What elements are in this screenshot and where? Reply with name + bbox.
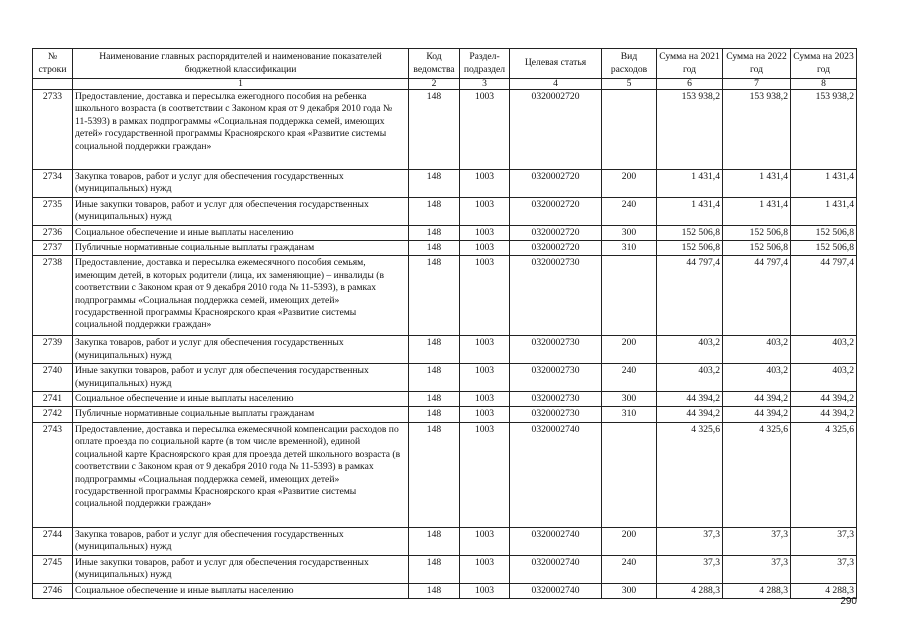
row-target: 0320002730: [510, 407, 602, 422]
row-exp-type: 240: [602, 555, 657, 583]
page-number: 290: [840, 596, 857, 607]
row-sum-2023: 37,3: [791, 555, 857, 583]
column-number: 2: [409, 79, 460, 90]
row-dept-code: 148: [409, 583, 460, 598]
row-name: Закупка товаров, работ и услуг для обеспечения государственных (муниципальных) нужд: [73, 336, 409, 364]
row-sum-2022: 44 394,2: [723, 392, 791, 407]
row-section: 1003: [460, 364, 510, 392]
row-target: 0320002730: [510, 364, 602, 392]
header-section: Раздел-подраздел: [460, 49, 510, 79]
row-name: Иные закупки товаров, работ и услуг для обеспечения государственных (муниципальных) нужд: [73, 555, 409, 583]
row-target: 0320002720: [510, 170, 602, 198]
row-target: 0320002740: [510, 583, 602, 598]
row-number: 2739: [33, 336, 73, 364]
column-number: 6: [657, 79, 723, 90]
row-number: 2737: [33, 241, 73, 256]
row-target: 0320002720: [510, 241, 602, 256]
header-sum-2023: Сумма на 2023 год: [791, 49, 857, 79]
table-row: [33, 422, 857, 527]
column-number: 7: [723, 79, 791, 90]
row-dept-code: 148: [409, 407, 460, 422]
row-target: 0320002720: [510, 90, 602, 170]
column-number-row: [33, 79, 857, 90]
row-sum-2023: 44 394,2: [791, 407, 857, 422]
column-number: 8: [791, 79, 857, 90]
table-row: [33, 527, 857, 555]
row-number: 2735: [33, 197, 73, 225]
row-sum-2023: 152 506,8: [791, 225, 857, 240]
table-row: [33, 555, 857, 583]
row-sum-2023: 44 797,4: [791, 256, 857, 336]
row-sum-2022: 4 325,6: [723, 422, 791, 527]
row-name: Иные закупки товаров, работ и услуг для обеспечения государственных (муниципальных) нужд: [73, 364, 409, 392]
row-sum-2023: 153 938,2: [791, 90, 857, 170]
row-target: 0320002740: [510, 555, 602, 583]
row-sum-2022: 37,3: [723, 527, 791, 555]
row-section: 1003: [460, 225, 510, 240]
row-target: 0320002720: [510, 197, 602, 225]
table-row: [33, 392, 857, 407]
row-section: 1003: [460, 555, 510, 583]
row-target: 0320002730: [510, 336, 602, 364]
row-sum-2021: 153 938,2: [657, 90, 723, 170]
column-number: 3: [460, 79, 510, 90]
row-section: 1003: [460, 256, 510, 336]
row-sum-2022: 37,3: [723, 555, 791, 583]
row-sum-2023: 1 431,4: [791, 197, 857, 225]
row-name: Социальное обеспечение и иные выплаты населению: [73, 583, 409, 598]
row-sum-2022: 44 394,2: [723, 407, 791, 422]
column-number: 4: [510, 79, 602, 90]
row-section: 1003: [460, 197, 510, 225]
row-section: 1003: [460, 170, 510, 198]
row-number: 2734: [33, 170, 73, 198]
row-sum-2022: 1 431,4: [723, 197, 791, 225]
row-sum-2022: 403,2: [723, 364, 791, 392]
table-row: [33, 241, 857, 256]
row-exp-type: 200: [602, 170, 657, 198]
table-header-row: [33, 49, 857, 79]
row-sum-2023: 403,2: [791, 336, 857, 364]
table-row: [33, 583, 857, 598]
table-body: [33, 90, 857, 599]
row-name: Закупка товаров, работ и услуг для обеспечения государственных (муниципальных) нужд: [73, 170, 409, 198]
row-number: 2743: [33, 422, 73, 527]
row-dept-code: 148: [409, 256, 460, 336]
row-dept-code: 148: [409, 241, 460, 256]
row-sum-2023: 1 431,4: [791, 170, 857, 198]
row-sum-2021: 1 431,4: [657, 170, 723, 198]
row-section: 1003: [460, 407, 510, 422]
row-dept-code: 148: [409, 555, 460, 583]
table-row: [33, 197, 857, 225]
row-target: 0320002740: [510, 422, 602, 527]
row-sum-2021: 4 288,3: [657, 583, 723, 598]
row-dept-code: 148: [409, 527, 460, 555]
row-sum-2022: 153 938,2: [723, 90, 791, 170]
row-dept-code: 148: [409, 225, 460, 240]
row-sum-2023: 37,3: [791, 527, 857, 555]
header-sum-2022: Сумма на 2022 год: [723, 49, 791, 79]
header-dept-code: Код ведомства: [409, 49, 460, 79]
header-sum-2021: Сумма на 2021 год: [657, 49, 723, 79]
row-number: 2742: [33, 407, 73, 422]
row-exp-type: 300: [602, 583, 657, 598]
row-name: Публичные нормативные социальные выплаты гражданам: [73, 407, 409, 422]
row-name: Социальное обеспечение и иные выплаты населению: [73, 225, 409, 240]
row-sum-2021: 403,2: [657, 364, 723, 392]
row-section: 1003: [460, 90, 510, 170]
row-dept-code: 148: [409, 422, 460, 527]
row-exp-type: 310: [602, 407, 657, 422]
table-row: [33, 225, 857, 240]
row-target: 0320002730: [510, 256, 602, 336]
row-section: 1003: [460, 336, 510, 364]
row-sum-2021: 1 431,4: [657, 197, 723, 225]
row-exp-type: 240: [602, 364, 657, 392]
row-sum-2021: 44 797,4: [657, 256, 723, 336]
row-dept-code: 148: [409, 364, 460, 392]
row-sum-2021: 4 325,6: [657, 422, 723, 527]
row-dept-code: 148: [409, 170, 460, 198]
row-exp-type: 300: [602, 392, 657, 407]
row-name: Предоставление, доставка и пересылка ежемесячной компенсации расходов по оплате проезда по социальной карте (в том числе временной), единой социальной карте Красноярского края для проезда детей школьного возраста (в соответствии с Законом края от 9 декабря 2010 года № 11-5393) в рамках подпрограммы «Социальная поддержка семей, имеющих детей» государственной программы Красноярского края «Развитие системы социальной поддержки граждан»: [73, 422, 409, 527]
table-row: [33, 336, 857, 364]
row-sum-2021: 403,2: [657, 336, 723, 364]
row-exp-type: 200: [602, 336, 657, 364]
header-target: Целевая статья: [510, 49, 602, 79]
row-exp-type: 300: [602, 225, 657, 240]
row-section: 1003: [460, 392, 510, 407]
row-section: 1003: [460, 527, 510, 555]
row-dept-code: 148: [409, 392, 460, 407]
table-row: [33, 407, 857, 422]
row-target: 0320002730: [510, 392, 602, 407]
row-exp-type: [602, 422, 657, 527]
row-target: 0320002720: [510, 225, 602, 240]
row-name: Предоставление, доставка и пересылка ежегодного пособия на ребенка школьного возраста (в соответствии с Законом края от 9 декабря 2010 года № 11-5393) в рамках подпрограммы «Социальная поддержка семей, имеющих детей» государственной программы Красноярского края «Развитие системы социальной поддержки граждан»: [73, 90, 409, 170]
row-number: 2738: [33, 256, 73, 336]
row-dept-code: 148: [409, 197, 460, 225]
row-exp-type: [602, 90, 657, 170]
row-name: Социальное обеспечение и иные выплаты населению: [73, 392, 409, 407]
row-sum-2022: 403,2: [723, 336, 791, 364]
header-exp-type: Вид расходов: [602, 49, 657, 79]
row-name: Иные закупки товаров, работ и услуг для обеспечения государственных (муниципальных) нужд: [73, 197, 409, 225]
row-target: 0320002740: [510, 527, 602, 555]
table-row: [33, 256, 857, 336]
row-sum-2022: 152 506,8: [723, 241, 791, 256]
row-sum-2023: 4 325,6: [791, 422, 857, 527]
column-number: 5: [602, 79, 657, 90]
table-row: [33, 364, 857, 392]
row-section: 1003: [460, 583, 510, 598]
row-sum-2022: 1 431,4: [723, 170, 791, 198]
budget-sheet: [32, 48, 856, 599]
row-number: 2736: [33, 225, 73, 240]
row-exp-type: 200: [602, 527, 657, 555]
column-number: 1: [73, 79, 409, 90]
row-number: 2746: [33, 583, 73, 598]
row-number: 2733: [33, 90, 73, 170]
row-section: 1003: [460, 241, 510, 256]
column-number: [33, 79, 73, 90]
row-sum-2021: 152 506,8: [657, 241, 723, 256]
header-name: Наименование главных распорядителей и наименование показателей бюджетной классификации: [73, 49, 409, 79]
row-name: Закупка товаров, работ и услуг для обеспечения государственных (муниципальных) нужд: [73, 527, 409, 555]
row-sum-2021: 152 506,8: [657, 225, 723, 240]
table-row: [33, 170, 857, 198]
header-row-no: № строки: [33, 49, 73, 79]
row-sum-2023: 152 506,8: [791, 241, 857, 256]
row-exp-type: 240: [602, 197, 657, 225]
row-number: 2740: [33, 364, 73, 392]
row-sum-2022: 44 797,4: [723, 256, 791, 336]
row-exp-type: [602, 256, 657, 336]
row-number: 2744: [33, 527, 73, 555]
row-dept-code: 148: [409, 336, 460, 364]
row-name: Предоставление, доставка и пересылка ежемесячного пособия семьям, имеющим детей, в которых родители (лица, их заменяющие) – инвалиды (в соответствии с Законом края от 9 декабря 2010 года № 11-5393), в рамках подпрограммы «Социальная поддержка семей, имеющих детей» государственной программы Красноярского края «Развитие системы социальной поддержки граждан»: [73, 256, 409, 336]
row-sum-2023: 44 394,2: [791, 392, 857, 407]
row-sum-2023: 4 288,3: [791, 583, 857, 598]
row-sum-2022: 4 288,3: [723, 583, 791, 598]
row-name: Публичные нормативные социальные выплаты гражданам: [73, 241, 409, 256]
row-sum-2021: 44 394,2: [657, 407, 723, 422]
row-sum-2021: 37,3: [657, 527, 723, 555]
row-number: 2745: [33, 555, 73, 583]
row-sum-2022: 152 506,8: [723, 225, 791, 240]
row-sum-2023: 403,2: [791, 364, 857, 392]
budget-table: [32, 48, 857, 599]
row-number: 2741: [33, 392, 73, 407]
row-sum-2021: 37,3: [657, 555, 723, 583]
row-exp-type: 310: [602, 241, 657, 256]
row-dept-code: 148: [409, 90, 460, 170]
row-section: 1003: [460, 422, 510, 527]
row-sum-2021: 44 394,2: [657, 392, 723, 407]
table-row: [33, 90, 857, 170]
